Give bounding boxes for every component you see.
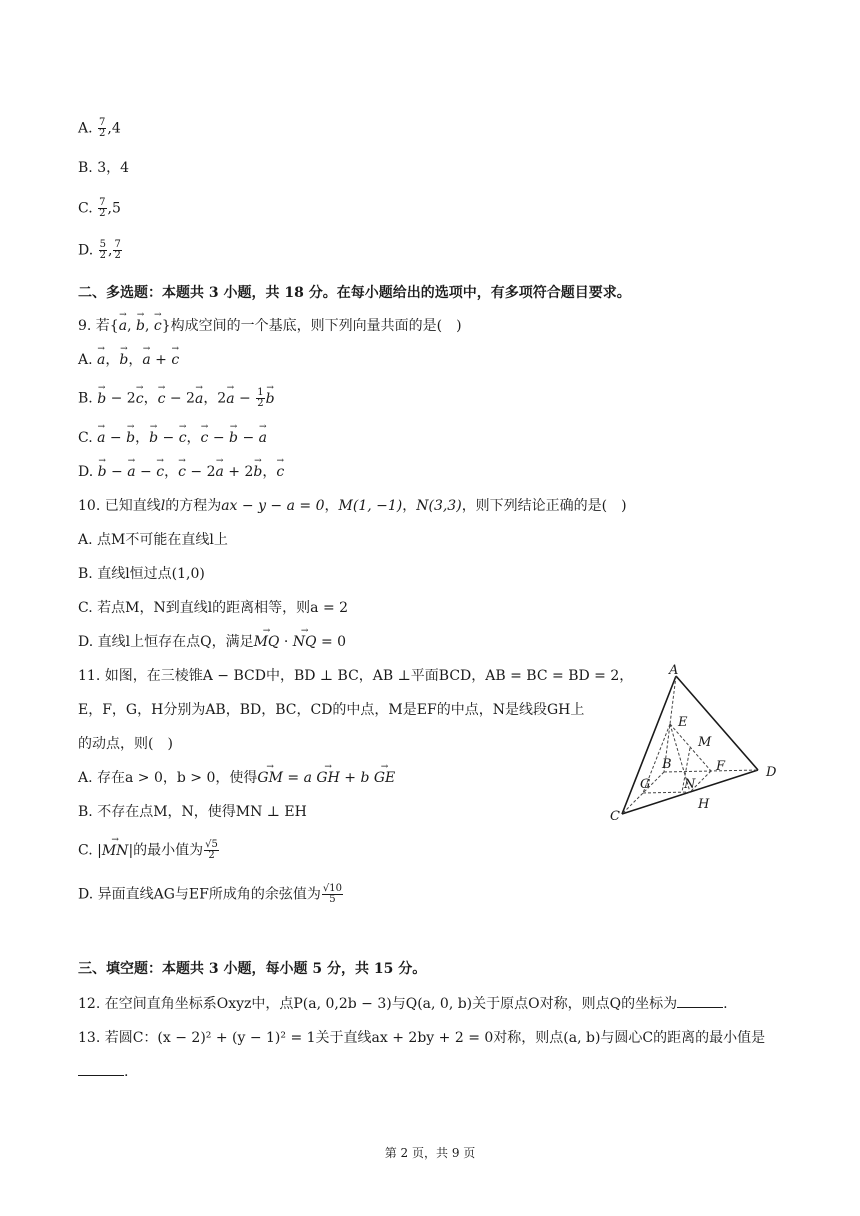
- label-C: C: [610, 809, 620, 824]
- label-H: H: [698, 797, 710, 812]
- label-G: G: [640, 777, 651, 792]
- label-F: F: [716, 759, 726, 774]
- q10-option-a: A. 点M不可能在直线l上: [78, 532, 228, 548]
- label-A: A: [669, 663, 679, 678]
- label-D: D: [766, 765, 777, 780]
- q8-option-c: C. $\frac{7}{2}$ ,5: [78, 197, 121, 219]
- q9-option-d: D. → b − → a − → c，→ c − 2→ a + 2→ b，→ c: [78, 462, 284, 482]
- section3-header: 三、填空题：本题共 3 小题，每小题 5 分，共 15 分。: [78, 961, 427, 977]
- answer-blank: [78, 1063, 124, 1076]
- page-footer: 第 2 页，共 9 页: [384, 1146, 476, 1160]
- q9-option-c: C. → a − → b，→ b − → c，→ c − → b − → a: [78, 428, 267, 448]
- q12: 12. 在空间直角坐标系Oxyz中，点P(a, 0,2b − 3)与Q(a, 0, b)关于原点O对称，则点Q的坐标为 .: [78, 996, 728, 1012]
- q10-option-d: D. 直线l上恒存在点Q，满足→ MQ · → NQ = 0: [78, 632, 346, 652]
- q11-stem-line2: E，F，G，H分别为AB，BD，BC，CD的中点，M是EF的中点，N是线段GH上: [78, 702, 585, 718]
- q13-line2: .: [78, 1062, 128, 1082]
- label-B: B: [662, 757, 672, 772]
- q13-line1: 13. 若圆C：(x − 2)² + (y − 1)² = 1关于直线ax + 2by + 2 = 0对称，则点(a, b)与圆心C的距离的最小值是: [78, 1030, 766, 1046]
- tetrahedron-figure: [610, 660, 790, 830]
- q8-option-b: B. 3，4: [78, 160, 130, 176]
- q9-stem: 9. 若{→ a, → b, → c}构成空间的一个基底，则下列向量共面的是( ): [78, 316, 462, 336]
- q11-option-b: B. 不存在点M，N，使得MN ⊥ EH: [78, 804, 307, 820]
- q11-option-d: D. 异面直线AG与EF所成角的余弦值为 $\frac{√10}{5}$: [78, 883, 342, 905]
- label-E: E: [678, 715, 688, 730]
- q9-option-b: B. → b − 2→ c，→ c − 2→ a，2→ a − $\frac{1}{2}$ → b: [78, 388, 275, 409]
- q10-option-b: B. 直线l恒过点(1,0): [78, 566, 205, 582]
- q11-stem-line3: 的动点，则( ): [78, 736, 173, 752]
- q8-option-d: D. $\frac{5}{2}$ , $\frac{7}{2}$: [78, 239, 121, 261]
- q10-stem: 10. 已知直线l的方程为ax − y − a = 0，M(1, −1)，N(3,3)，则下列结论正确的是( ): [78, 498, 627, 514]
- q9-option-a: A. → a，→ b，→ a + → c: [78, 350, 179, 370]
- answer-blank: [677, 995, 723, 1008]
- label-N: N: [684, 777, 696, 792]
- q11-option-c: C. |→ MN|的最小值为 $\frac{√5}{2}$: [78, 840, 220, 861]
- label-M: M: [698, 735, 712, 750]
- q11-stem-line1: 11. 如图，在三棱锥A − BCD中，BD ⊥ BC，AB ⊥平面BCD，AB = BC = BD = 2，: [78, 668, 634, 684]
- edge-AD: [676, 676, 758, 770]
- segment-GH: [643, 792, 690, 793]
- q8-option-a: A. $\frac{7}{2}$ ,4: [78, 117, 121, 139]
- section2-header: 二、多选题：本题共 3 小题，共 18 分。在每小题给出的选项中，有多项符合题目要求。: [78, 285, 631, 301]
- q10-option-c: C. 若点M，N到直线l的距离相等，则a = 2: [78, 600, 349, 616]
- q11-option-a: A. 存在a > 0，b > 0，使得→ GM = a → GH + b → GE: [78, 768, 395, 788]
- fraction: $\frac{7}{2}$: [99, 117, 106, 139]
